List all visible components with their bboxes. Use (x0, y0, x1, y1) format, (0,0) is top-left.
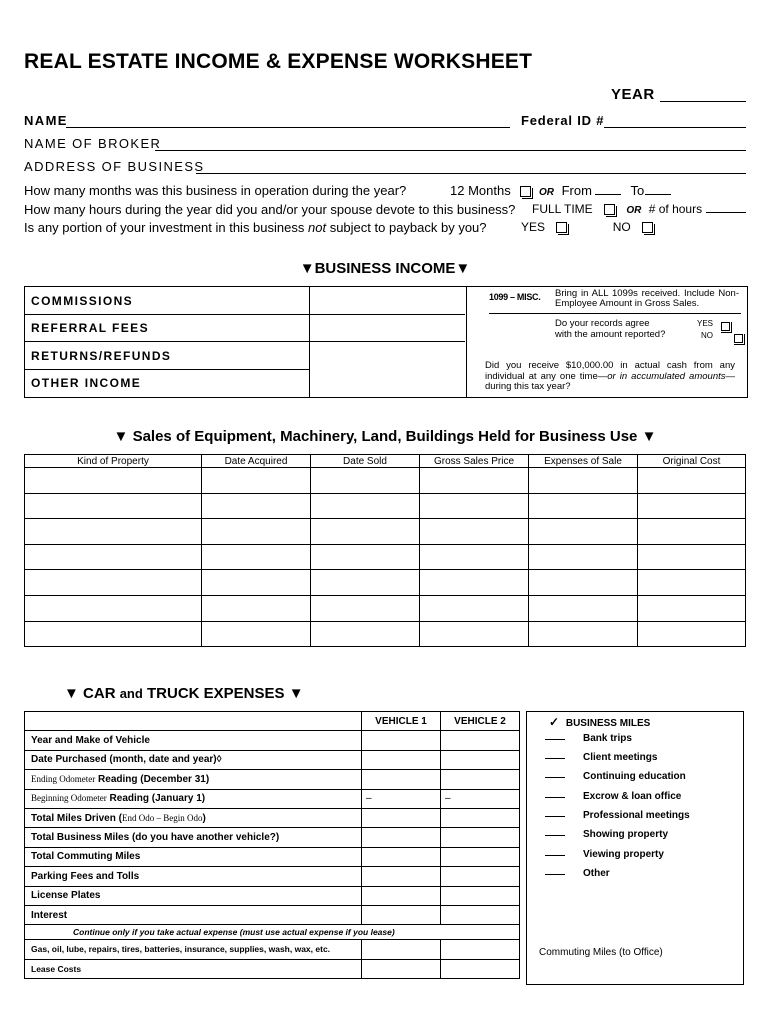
list-item-label: Other (583, 868, 610, 879)
total-miles-bold: Total Miles Driven ( (31, 812, 122, 824)
list-item (545, 829, 668, 840)
cell[interactable] (529, 544, 638, 570)
cell[interactable] (202, 468, 311, 494)
triangle-down-icon: ▼ (113, 428, 129, 445)
cell[interactable] (638, 493, 746, 519)
cell[interactable] (638, 621, 746, 647)
vehicle-2-cell[interactable] (441, 770, 520, 789)
or-label: OR (538, 187, 554, 198)
car-row-label: Total Commuting Miles (25, 847, 362, 866)
sales-col-cost: Original Cost (638, 455, 746, 468)
vehicle-1-cell[interactable] (362, 847, 441, 866)
income-row-label: COMMISSIONS (31, 294, 134, 308)
payback-text-a: Is any portion of your investment in this business (24, 220, 305, 235)
total-miles-end: ) (202, 812, 206, 824)
list-item (545, 752, 657, 763)
list-item-label: Excrow & loan office (583, 791, 682, 802)
sales-heading (0, 428, 770, 445)
sales-col-sold: Date Sold (311, 455, 420, 468)
checkmark-icon: ✓ (549, 715, 560, 729)
list-item-label: Bank trips (583, 733, 632, 744)
income-row-returns (25, 342, 309, 370)
business-income-table (24, 286, 748, 398)
cell[interactable] (638, 468, 746, 494)
table-row (25, 867, 520, 886)
business-miles-box (526, 711, 744, 985)
vehicle-1-cell[interactable]: – (362, 789, 441, 808)
notes-divider (489, 313, 741, 314)
table-row (25, 770, 520, 789)
list-item (545, 868, 610, 879)
triangle-down-icon: ▼ (299, 260, 315, 277)
payback-question (24, 220, 487, 235)
vehicle-2-cell[interactable] (441, 940, 520, 959)
payback-yes-label: YES (521, 220, 546, 234)
table-row (25, 621, 746, 647)
records-no-checkbox[interactable] (734, 334, 743, 343)
business-income-heading (0, 260, 770, 277)
cell[interactable] (420, 544, 529, 570)
misc-label: 1099 – MISC. (489, 292, 541, 302)
cell[interactable] (25, 493, 202, 519)
vehicle-1-cell[interactable] (362, 770, 441, 789)
vehicle-2-cell[interactable] (441, 828, 520, 847)
vehicle-2-header: VEHICLE 2 (441, 712, 520, 731)
total-miles-small: End Odo – Begin Odo (121, 812, 203, 823)
hours-label: # of hours (648, 202, 703, 216)
cell[interactable] (529, 570, 638, 596)
cash-question-a: Did you receive $10,000.00 in actual cash from any individual at any one time— (485, 360, 735, 382)
records-yes-label: YES (697, 319, 714, 328)
cell[interactable] (638, 595, 746, 621)
full-time-label: FULL TIME (532, 202, 593, 216)
sales-col-expenses: Expenses of Sale (529, 455, 638, 468)
table-row (25, 544, 746, 570)
cell[interactable] (420, 621, 529, 647)
beginning-odometer-small: Beginning Odometer (31, 793, 107, 804)
federal-id-field[interactable] (604, 127, 746, 128)
cell[interactable] (638, 570, 746, 596)
payback-yes-checkbox[interactable] (556, 222, 567, 233)
car-heading (64, 685, 304, 702)
to-label: To (630, 183, 645, 198)
cell[interactable] (202, 621, 311, 647)
miles-field[interactable] (545, 758, 565, 759)
cash-question-or: or in accumulated amounts (607, 370, 726, 382)
list-item (545, 791, 681, 802)
cell[interactable] (311, 493, 420, 519)
income-row-label: OTHER INCOME (31, 376, 142, 390)
beginning-odometer-bold: Reading (January 1) (109, 793, 206, 805)
vehicle-1-cell[interactable] (362, 886, 441, 905)
vehicle-1-cell[interactable] (362, 808, 441, 827)
cell[interactable] (529, 519, 638, 545)
cell[interactable] (25, 621, 202, 647)
payback-options (521, 220, 653, 234)
vehicle-1-cell[interactable] (362, 867, 441, 886)
months-options (450, 183, 671, 198)
cell[interactable] (202, 519, 311, 545)
hours-options (532, 202, 746, 216)
cell[interactable] (420, 519, 529, 545)
business-miles-title (549, 715, 650, 729)
cell[interactable] (420, 468, 529, 494)
cell[interactable] (311, 544, 420, 570)
full-time-checkbox[interactable] (604, 204, 615, 215)
triangle-down-icon: ▼ (288, 685, 304, 702)
car-row-label (25, 789, 362, 808)
car-title-a: CAR (83, 685, 116, 702)
cash-question (485, 361, 735, 393)
broker-label: NAME OF BROKER (24, 136, 162, 151)
cell[interactable] (529, 468, 638, 494)
car-row-label: Gas, oil, lube, repairs, tires, batteries, insurance, supplies, wash, wax, etc. (25, 940, 362, 959)
list-item-label: Professional meetings (583, 810, 690, 821)
sales-col-gross: Gross Sales Price (420, 455, 529, 468)
table-row (25, 828, 520, 847)
name-label: NAME (24, 113, 68, 128)
table-row (25, 731, 520, 750)
list-item (545, 849, 664, 860)
cell[interactable] (529, 595, 638, 621)
vehicle-1-cell[interactable] (362, 959, 441, 978)
vehicle-2-cell[interactable] (441, 808, 520, 827)
miles-field[interactable] (545, 739, 565, 740)
vehicle-2-cell[interactable] (441, 905, 520, 924)
table-row (25, 570, 746, 596)
commuting-miles-label: Commuting Miles (to Office) (539, 947, 663, 958)
hours-question: How many hours during the year did you and/or your spouse devote to this business? (24, 202, 516, 217)
car-row-label (25, 770, 362, 789)
payback-no-label: NO (612, 220, 631, 234)
table-row (25, 750, 520, 769)
miles-field[interactable] (545, 855, 565, 856)
vehicle-1-header: VEHICLE 1 (362, 712, 441, 731)
table-row (25, 808, 520, 827)
vehicle-2-cell[interactable] (441, 847, 520, 866)
miles-field[interactable] (545, 874, 565, 875)
list-item-label: Continuing education (583, 771, 686, 782)
cell[interactable] (420, 595, 529, 621)
sales-table (24, 454, 746, 647)
miles-field[interactable] (545, 797, 565, 798)
list-item (545, 733, 632, 744)
sales-title: Sales of Equipment, Machinery, Land, Buildings Held for Business Use (132, 428, 638, 445)
to-field[interactable] (645, 194, 671, 195)
or-label-2: OR (626, 205, 642, 216)
car-header-row (25, 712, 520, 731)
months-question: How many months was this business in operation during the year? (24, 183, 407, 198)
year-field[interactable] (660, 101, 746, 102)
cell[interactable] (311, 595, 420, 621)
cell[interactable] (529, 621, 638, 647)
car-title-and: and (119, 686, 143, 701)
vehicle-1-cell[interactable] (362, 940, 441, 959)
vehicle-2-cell[interactable]: – (441, 789, 520, 808)
cell[interactable] (311, 519, 420, 545)
table-row (25, 940, 520, 959)
year-label: YEAR (611, 86, 655, 103)
income-row-label: RETURNS/REFUNDS (31, 349, 172, 363)
misc-note: Bring in ALL 1099s received. Include Non-Employee Amount in Gross Sales. (555, 288, 739, 309)
cell[interactable] (25, 570, 202, 596)
car-row-label: Date Purchased (month, date and year)◊ (25, 750, 362, 769)
triangle-down-icon: ▼ (641, 428, 657, 445)
cell[interactable] (638, 544, 746, 570)
sales-col-kind: Kind of Property (25, 455, 202, 468)
table-row (25, 847, 520, 866)
list-item-label: Viewing property (583, 849, 664, 860)
car-row-label: Lease Costs (25, 959, 362, 978)
car-row-label: License Plates (25, 886, 362, 905)
cell[interactable] (311, 468, 420, 494)
hours-field[interactable] (706, 212, 746, 213)
cell[interactable] (420, 493, 529, 519)
cell[interactable] (202, 544, 311, 570)
table-row (25, 959, 520, 978)
car-row-label: Total Business Miles (do you have another vehicle?) (25, 828, 362, 847)
sales-header-row (25, 455, 746, 468)
from-label: From (561, 183, 592, 198)
triangle-down-icon: ▼ (64, 685, 79, 702)
payback-text-b: subject to payback by you? (329, 220, 487, 235)
vehicle-2-cell[interactable] (441, 750, 520, 769)
cell[interactable] (638, 519, 746, 545)
triangle-down-icon: ▼ (455, 260, 471, 277)
name-field[interactable] (66, 127, 510, 128)
vehicle-1-cell[interactable] (362, 750, 441, 769)
federal-id-label: Federal ID # (521, 113, 605, 128)
vehicle-2-cell[interactable] (441, 731, 520, 750)
list-item-label: Client meetings (583, 752, 658, 763)
actual-expense-note: Continue only if you take actual expense (must use actual expense if you lease) (25, 925, 520, 940)
miles-field[interactable] (545, 816, 565, 817)
table-row (25, 789, 520, 808)
records-no-label: NO (701, 331, 713, 340)
car-row-label: Parking Fees and Tolls (25, 867, 362, 886)
cell[interactable] (311, 570, 420, 596)
table-row (25, 519, 746, 545)
miles-field[interactable] (545, 777, 565, 778)
vehicle-1-cell[interactable] (362, 828, 441, 847)
car-title-b: TRUCK EXPENSES (147, 685, 285, 702)
page-title: REAL ESTATE INCOME & EXPENSE WORKSHEET (24, 50, 533, 73)
cell[interactable] (420, 570, 529, 596)
broker-field[interactable] (155, 150, 746, 151)
cell[interactable] (25, 595, 202, 621)
list-item (545, 771, 686, 782)
cell[interactable] (311, 621, 420, 647)
table-row (25, 595, 746, 621)
business-miles-label: BUSINESS MILES (565, 718, 651, 729)
table-row (25, 925, 520, 940)
table-row (25, 468, 746, 494)
list-item-label: Showing property (583, 829, 668, 840)
cell[interactable] (202, 595, 311, 621)
twelve-months-label: 12 Months (450, 183, 511, 198)
table-row (25, 886, 520, 905)
car-row-label: Interest (25, 905, 362, 924)
table-row (25, 905, 520, 924)
sales-col-acquired: Date Acquired (202, 455, 311, 468)
cell[interactable] (25, 468, 202, 494)
ending-odometer-small: Ending Odometer (31, 773, 96, 784)
address-label: ADDRESS OF BUSINESS (24, 159, 205, 174)
cell[interactable] (202, 493, 311, 519)
cell[interactable] (529, 493, 638, 519)
address-field[interactable] (196, 173, 746, 174)
vehicle-1-cell[interactable] (362, 905, 441, 924)
vehicle-2-cell[interactable] (441, 959, 520, 978)
car-row-label: Year and Make of Vehicle (25, 731, 362, 750)
payback-no-checkbox[interactable] (642, 222, 653, 233)
table-row (25, 493, 746, 519)
vehicle-2-cell[interactable] (441, 867, 520, 886)
miles-field[interactable] (545, 835, 565, 836)
income-amount-column[interactable] (309, 287, 467, 397)
from-field[interactable] (595, 194, 621, 195)
records-question: Do your records agree with the amount reported? (555, 318, 666, 340)
cell[interactable] (25, 544, 202, 570)
ending-odometer-bold: Reading (December 31) (98, 773, 210, 785)
cell[interactable] (25, 519, 202, 545)
list-item (545, 810, 690, 821)
records-yes-checkbox[interactable] (721, 322, 730, 331)
income-row-label: REFERRAL FEES (31, 321, 149, 335)
vehicle-1-cell[interactable] (362, 731, 441, 750)
payback-text-not: not (308, 220, 327, 235)
cell[interactable] (202, 570, 311, 596)
vehicle-2-cell[interactable] (441, 886, 520, 905)
twelve-months-checkbox[interactable] (520, 186, 531, 197)
car-expenses-table (24, 711, 520, 979)
cash-question-b: —during this tax year? (485, 370, 735, 392)
business-income-title: BUSINESS INCOME (314, 260, 456, 277)
car-row-label (25, 808, 362, 827)
car-header-blank (25, 712, 362, 731)
